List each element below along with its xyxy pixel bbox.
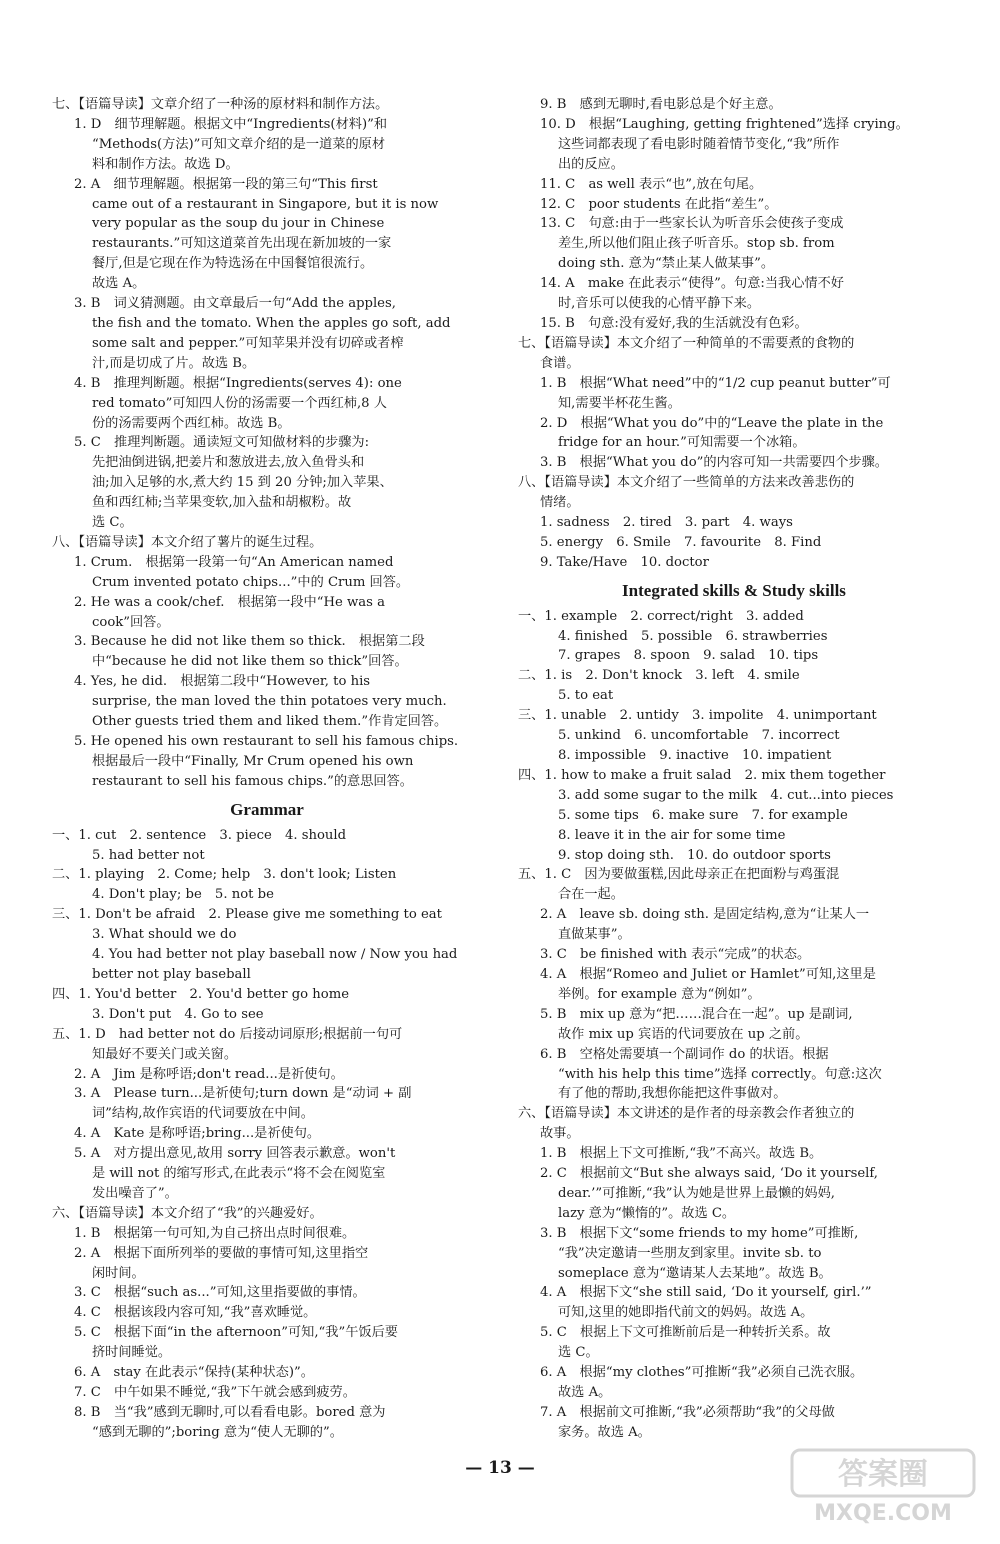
right-column [518,95,950,1443]
answer-line: 中“because he did not like them so thick”回答。 [92,654,408,670]
section-heading-line: 六、【语篇导读】本文讲述的是作者的母亲教会作者独立的 [518,1106,855,1122]
watermark-logo [788,1446,978,1526]
answer-line: fridge for an hour.”可知需要一个冰箱。 [558,435,806,451]
answer-line: 选 C。 [558,1345,599,1361]
answer-line: 挤时间睡觉。 [92,1345,172,1361]
answer-line: 故选 A。 [92,276,146,292]
section-heading-line: 三、1. Don't be afraid 2. Please give me something to eat [52,907,442,923]
answer-line: 4. Yes, he did. 根据第二段中“However, to his [74,674,371,690]
answer-line: 选 C。 [92,515,133,531]
section-heading-line: 八、【语篇导读】本文介绍了一些简单的方法来改善悲伤的 [518,475,855,491]
answer-line: 家务。故选 A。 [558,1424,651,1440]
answer-line: 3. B 词义猜测题。由文章最后一句“Add the apples, [74,296,396,312]
answer-line: 2. C 根据前文“But she always said, ‘Do it yourself, [540,1166,878,1182]
answer-line: 举例。for example 意为“例如”。 [558,986,761,1002]
answer-line: 4. B 推理判断题。根据“Ingredients(serves 4): one [74,375,402,391]
answer-line: “感到无聊的”;boring 意为“使人无聊的”。 [92,1424,343,1440]
answer-line: 5. some tips 6. make sure 7. for example [558,807,848,823]
answer-line: 3. C be finished with 表示“完成”的状态。 [540,947,811,963]
answer-line: 15. B 句意:没有爱好,我的生活就没有色彩。 [540,315,808,331]
answer-line: 5. C 根据上下文可推断前后是一种转折关系。故 [540,1325,831,1341]
answer-line: 2. A 根据下面所列举的要做的事情可知,这里指空 [74,1245,369,1261]
answer-line: 10. D 根据“Laughing, getting frightened”选择 crying。 [540,116,909,132]
answer-line: 先把油倒进锅,把姜片和葱放进去,放入鱼骨头和 [92,455,365,471]
answer-line: 1. sadness 2. tired 3. part 4. ways [540,515,793,531]
answer-line: 3. What should we do [92,927,237,943]
section-heading-line: 八、【语篇导读】本文介绍了薯片的诞生过程。 [52,534,323,550]
section-title: Grammar [230,799,304,819]
answer-line: doing sth. 意为“禁止某人做某事”。 [558,256,775,272]
answer-line: 5. energy 6. Smile 7. favourite 8. Find [540,534,822,550]
answer-line: 合在一起。 [558,887,624,903]
section-heading-line: 五、1. D had better not do 后接动词原形;根据前一句可 [52,1026,403,1042]
svg-text:答案圈: 答案圈 [838,1457,928,1492]
answer-line: 故作 mix up 宾语的代词要放在 up 之前。 [558,1026,809,1042]
answer-line: 5. He opened his own restaurant to sell his famous chips. [74,734,459,749]
answer-line: 11. C as well 表示“也”,放在句尾。 [540,176,763,192]
answer-line: 1. B 根据第一句可知,为自己挤出点时间很难。 [74,1225,356,1241]
section-heading-line: 一、1. cut 2. sentence 3. piece 4. should [52,827,347,843]
answer-line: someplace 意为“邀请某人去某地”。故选 B。 [558,1265,832,1281]
answer-line: restaurants.”可知这道菜首先出现在新加坡的一家 [92,236,392,252]
answer-line: 8. B 当“我”感到无聊时,可以看看电影。bored 意为 [74,1404,386,1420]
answer-line: 1. B 根据上下文可推断,“我”不高兴。故选 B。 [540,1146,823,1162]
answer-line: 时,音乐可以使我的心情平静下来。 [558,296,761,312]
answer-line: Crum invented potato chips...”中的 Crum 回答。 [92,574,410,590]
answer-line: 4. A 根据下文“she still said, ‘Do it yourself, girl.’” [540,1285,872,1301]
section-heading-line: 二、1. is 2. Don't knock 3. left 4. smile [518,668,800,684]
section-heading-line: 五、1. C 因为要做蛋糕,因此母亲正在把面粉与鸡蛋混 [518,867,840,883]
answer-line: 4. You had better not play baseball now / Now you had [92,947,458,963]
answer-line: 7. A 根据前文可推断,“我”必须帮助“我”的父母做 [540,1404,835,1420]
section-heading-line: 四、1. You'd better 2. You'd better go home [52,986,350,1002]
section-heading-line: 三、1. unable 2. untidy 3. impolite 4. unimportant [518,708,877,724]
answer-line: 4. finished 5. possible 6. strawberries [558,628,828,644]
answer-line: 7. grapes 8. spoon 9. salad 10. tips [558,648,819,664]
answer-line: 词”结构,故作宾语的代词要放在中间。 [92,1106,314,1122]
answer-line: 料和制作方法。故选 D。 [92,156,239,172]
answer-line: 4. Don't play; be 5. not be [92,887,274,903]
answer-line: “我”决定邀请一些朋友到家里。invite sb. to [558,1245,822,1261]
answer-line: 知最好不要关门或关窗。 [92,1046,238,1062]
answer-line: restaurant to sell his famous chips.”的意思回答。 [92,773,413,789]
answer-line: very popular as the soup du jour in Chinese [92,216,385,232]
answer-line: red tomato”可知四人份的汤需要一个西红柿,8 人 [92,395,387,411]
page-number: — 13 — [465,1458,535,1478]
answer-line: 5. C 根据下面“in the afternoon”可知,“我”午饭后要 [74,1325,398,1341]
answer-line: 餐厅,但是它现在作为特选汤在中国餐馆很流行。 [92,256,374,272]
answer-line: 8. impossible 9. inactive 10. impatient [558,748,832,763]
answer-line: 根据最后一段中“Finally, Mr Crum opened his own [92,753,414,769]
answer-line: cook”回答。 [92,614,170,630]
answer-line: 8. leave it in the air for some time [558,827,786,843]
answer-line: 发出噪音了”。 [92,1185,178,1201]
answer-line: 3. B 根据“What you do”的内容可知一共需要四个步骤。 [540,455,888,471]
answer-line: 12. C poor students 在此指“差生”。 [540,196,778,212]
answer-line: surprise, the man loved the thin potatoes very much. [92,694,447,710]
answer-line: 6. A 根据“my clothes”可推断“我”必须自己洗衣服。 [540,1365,864,1381]
section-heading-line: 六、【语篇导读】本文介绍了“我”的兴趣爱好。 [52,1205,323,1221]
section-heading-line: 一、1. example 2. correct/right 3. added [518,608,804,624]
answer-line: “Methods(方法)”可知文章介绍的是一道菜的原材 [92,136,386,152]
answer-line: 有了他的帮助,我想你能把这件事做对。 [558,1086,787,1102]
answer-line: 7. C 中午如果不睡觉,“我”下午就会感到疲劳。 [74,1385,356,1400]
answer-line: 14. A make 在此表示“使得”。句意:当我心情不好 [540,276,844,292]
answer-line: 5. A 对方提出意见,故用 sorry 回答表示歉意。won't [74,1146,396,1162]
answer-line: 13. C 句意:由于一些家长认为听音乐会使孩子变成 [540,216,844,232]
answer-line: 9. stop doing sth. 10. do outdoor sports [558,847,831,863]
answer-line: 直做某事”。 [558,927,631,943]
answer-line: 闲时间。 [92,1265,145,1281]
answer-line: 3. Because he did not like them so thick. 根据第二段 [74,634,425,650]
answer-line: 出的反应。 [558,156,624,172]
answer-line: 油;加入足够的水,煮大约 15 到 20 分钟;加入苹果、 [92,475,393,491]
answer-line: 可知,这里的她即指代前文的妈妈。故选 A。 [558,1305,814,1321]
answer-line: 9. Take/Have 10. doctor [540,554,709,570]
answer-line: 2. A leave sb. doing sth. 是固定结构,意为“让某人一 [540,907,870,923]
left-column [52,95,482,1443]
answer-line: “with his help this time”选择 correctly。句意:这次 [558,1066,882,1082]
answer-line: 5. had better not [92,847,205,863]
answer-line: 这些词都表现了看电影时随着情节变化,“我”所作 [558,136,840,152]
answer-line: 5. unkind 6. uncomfortable 7. incorrect [558,728,840,744]
answer-line: 3. A Please turn...是祈使句;turn down 是“动词 + 副 [74,1086,412,1102]
answer-line: dear.’”可推断,“我”认为她是世界上最懒的妈妈, [558,1185,835,1201]
answer-line: 差生,所以他们阻止孩子听音乐。stop sb. from [558,236,835,252]
answer-line: 2. A Jim 是称呼语;don't read...是祈使句。 [74,1066,344,1082]
section-heading-line: 七、【语篇导读】本文介绍了一种简单的不需要煮的食物的 [518,335,855,351]
section-title: Integrated skills & Study skills [622,580,846,600]
answer-line: lazy 意为“懒惰的”。故选 C。 [558,1205,736,1221]
answer-line: 份的汤需要两个西红柿。故选 B。 [92,415,291,431]
answer-line: 5. to eat [558,688,614,704]
answer-line: 是 will not 的缩写形式,在此表示“将不会在阅览室 [92,1166,386,1182]
answer-line: 4. A Kate 是称呼语;bring...是祈使句。 [74,1126,321,1142]
answer-line: 2. He was a cook/chef. 根据第一段中“He was a [74,594,385,610]
svg-text:MXQE.COM: MXQE.COM [814,1501,952,1526]
answer-line: 1. D 细节理解题。根据文中“Ingredients(材料)”和 [74,116,388,132]
answer-line: 4. C 根据该段内容可知,“我”喜欢睡觉。 [74,1305,317,1321]
answer-line: 1. Crum. 根据第一段第一句“An American named [74,554,394,570]
answer-line: the fish and the tomato. When the apples go soft, add [92,315,451,331]
answer-line: 5. C 推理判断题。通读短文可知做材料的步骤为: [74,435,370,451]
answer-line: 食谱。 [540,355,580,371]
answer-line: 6. A stay 在此表示“保持(某种状态)”。 [74,1365,314,1381]
answer-line: 2. A 细节理解题。根据第一段的第三句“This first [74,176,378,192]
answer-line: 3. B 根据下文“some friends to my home”可推断, [540,1225,859,1241]
answer-line: 故事。 [540,1126,580,1142]
answer-line: 4. A 根据“Romeo and Juliet or Hamlet”可知,这里是 [540,966,876,982]
answer-line: better not play baseball [92,966,251,982]
answer-line: 3. Don't put 4. Go to see [92,1006,264,1022]
answer-line: 9. B 感到无聊时,看电影总是个好主意。 [540,97,782,112]
answer-line: 汁,而是切成了片。故选 B。 [92,355,256,371]
answer-line: Other guests tried them and liked them.”作肯定回答。 [92,714,448,730]
section-heading-line: 四、1. how to make a fruit salad 2. mix them together [518,767,886,783]
answer-line: 1. B 根据“What need”中的“1/2 cup peanut butter”可 [540,375,891,391]
answer-line: came out of a restaurant in Singapore, but it is now [92,196,439,212]
section-heading-line: 七、【语篇导读】文章介绍了一种汤的原材料和制作方法。 [52,97,389,112]
answer-line: 故选 A。 [558,1385,612,1400]
section-heading-line: 二、1. playing 2. Come; help 3. don't look; Listen [52,867,397,883]
answer-line: 情绪。 [540,495,580,511]
answer-line: 鱼和西红柿;当苹果变软,加入盐和胡椒粉。故 [92,495,352,511]
answer-line: 5. B mix up 意为“把……混合在一起”。up 是副词, [540,1006,853,1022]
answer-line: some salt and pepper.”可知苹果并没有切碎或者榨 [92,335,404,351]
answer-line: 3. C 根据“such as...”可知,这里指要做的事情。 [74,1285,366,1301]
answer-line: 知,需要半杯花生酱。 [558,395,681,411]
answer-line: 3. add some sugar to the milk 4. cut...into pieces [558,787,894,803]
answer-line: 6. B 空格处需要填一个副词作 do 的状语。根据 [540,1046,829,1062]
answer-line: 2. D 根据“What you do”中的“Leave the plate in the [540,415,884,431]
